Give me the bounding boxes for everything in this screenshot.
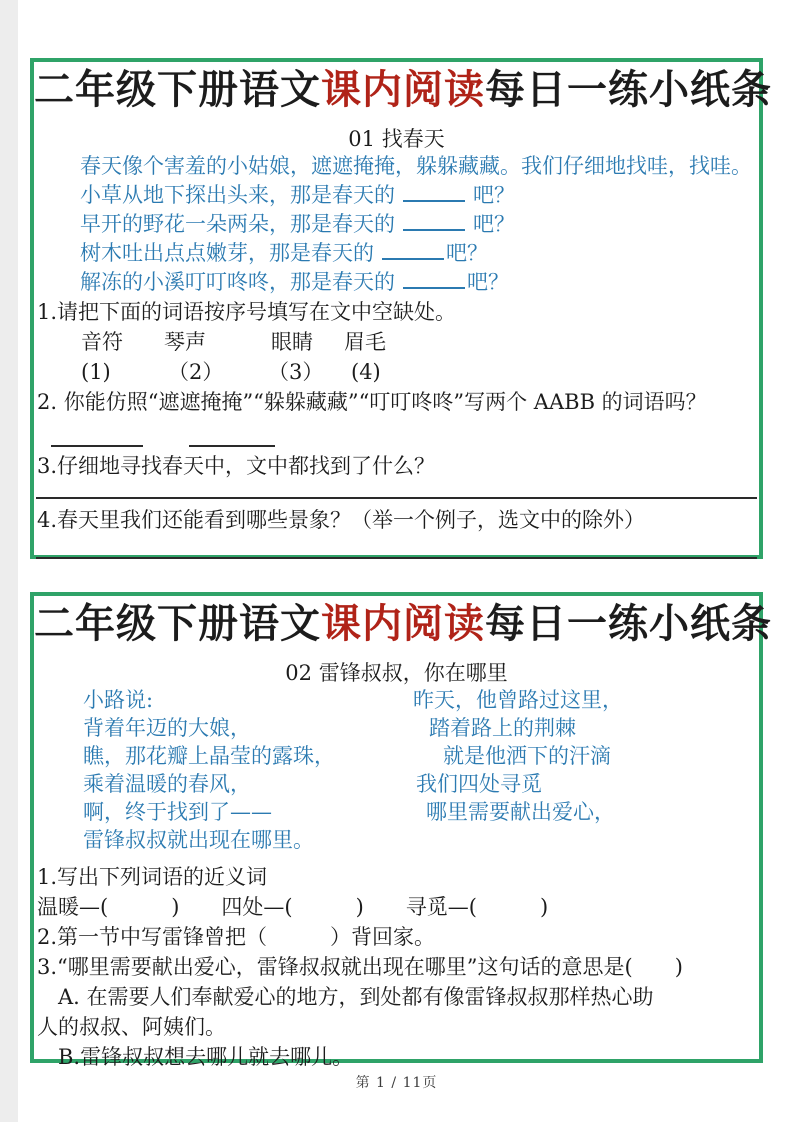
- word-bank-number: (1): [81, 360, 111, 384]
- word-bank-item: 琴声: [164, 330, 206, 354]
- fill-in-blank[interactable]: [403, 269, 465, 289]
- worksheet-title: [34, 66, 772, 114]
- passage-text: 解冻的小溪叮叮咚咚，那是春天的: [80, 270, 395, 294]
- title-red-middle: 课内阅读: [321, 600, 485, 647]
- scan-edge-strip: [0, 0, 18, 1122]
- poem-left-line: 乘着温暖的春风，: [83, 772, 251, 796]
- worksheet-card-1: [30, 58, 772, 559]
- word-bank-item: 眼睛: [271, 330, 313, 354]
- question-3: 3.仔细地寻找春天中，文中都找到了什么？: [37, 454, 436, 478]
- poem-right-line: 就是他洒下的汗滴: [443, 744, 611, 768]
- poem-left-line: 小路说:: [83, 688, 154, 712]
- answer-blank[interactable]: [189, 423, 275, 447]
- poem-row: [34, 686, 759, 714]
- passage-text: 树木吐出点点嫩芽，那是春天的: [80, 241, 374, 265]
- section-heading-02: 02 雷锋叔叔，你在哪里: [285, 661, 508, 685]
- title-black-right: 每日一练小纸条: [485, 66, 772, 113]
- worksheet-title: [34, 600, 772, 648]
- passage-line-with-blank: [80, 210, 759, 239]
- word-bank-item: 音符: [81, 330, 123, 354]
- page-number: 第 1 / 11页: [355, 1075, 438, 1091]
- poem-row: [34, 714, 759, 742]
- question-4: 4.春天里我们还能看到哪些景象？（举一个例子，选文中的除外）: [37, 508, 646, 532]
- title-black-right: 每日一练小纸条: [485, 600, 772, 647]
- passage-line-with-blank: [80, 181, 759, 210]
- word-bank-number-row: [34, 357, 759, 387]
- worksheet-card-2: [30, 592, 772, 1069]
- poem-right-line: 我们四处寻觅: [416, 772, 542, 796]
- option-b: B.雷锋叔叔想去哪儿就去哪儿。: [58, 1045, 354, 1069]
- title-red-middle: 课内阅读: [321, 66, 485, 113]
- title-black-left: 二年级下册语文: [34, 600, 321, 647]
- poem-left-line: 雷锋叔叔就出现在哪里。: [83, 828, 314, 852]
- section-heading-01: 01 找春天: [348, 127, 445, 151]
- passage-line: 春天像个害羞的小姑娘，遮遮掩掩，躲躲藏藏。我们仔细地找哇，找哇。: [80, 154, 752, 178]
- passage-text: 小草从地下探出头来，那是春天的: [80, 183, 395, 207]
- poem-row: [34, 742, 759, 770]
- passage-line-with-blank: [80, 268, 759, 297]
- poem-right-line: 昨天，他曾路过这里，: [413, 688, 623, 712]
- answer-blanks-row: [34, 423, 759, 447]
- poem-right-line: 踏着路上的荆棘: [429, 716, 576, 740]
- poem-passage: [34, 686, 759, 854]
- question-1: 1.写出下列词语的近义词: [37, 865, 268, 889]
- passage-text: 早开的野花一朵两朵，那是春天的: [80, 212, 395, 236]
- fill-in-blank[interactable]: [403, 182, 465, 202]
- poem-row: [34, 798, 759, 826]
- question-1: 1.请把下面的词语按序号填写在文中空缺处。: [37, 300, 457, 324]
- question-3: 3.“哪里需要献出爱心，雷锋叔叔就出现在哪里”这句话的意思是( ): [37, 955, 683, 979]
- word-bank-number: （2）: [168, 360, 224, 384]
- passage-text: 吧？: [473, 183, 515, 207]
- reading-passage-1: [34, 152, 759, 297]
- question-2: 2. 你能仿照“遮遮掩掩”“躲躲藏藏”“叮叮咚咚”写两个 AABB 的词语吗？: [37, 390, 707, 414]
- poem-row: [34, 770, 759, 798]
- passage-text: 吧？: [467, 270, 509, 294]
- passage-text: 吧？: [473, 212, 515, 236]
- synonyms-row: 温暖—( ) 四处—( ) 寻觅—( ): [37, 895, 549, 919]
- answer-line[interactable]: [36, 557, 757, 559]
- fill-in-blank[interactable]: [403, 211, 465, 231]
- poem-row: [34, 826, 759, 854]
- answer-blank[interactable]: [51, 423, 143, 447]
- title-black-left: 二年级下册语文: [34, 66, 321, 113]
- poem-right-line: 哪里需要献出爱心，: [426, 800, 615, 824]
- option-a-line2: 人的叔叔、阿姨们。: [37, 1015, 226, 1039]
- passage-text: 吧？: [446, 241, 488, 265]
- fill-in-blank[interactable]: [382, 240, 444, 260]
- poem-left-line: 背着年迈的大娘，: [83, 716, 251, 740]
- passage-line-with-blank: [80, 239, 759, 268]
- word-bank-item: 眉毛: [344, 330, 386, 354]
- option-a-line1: A. 在需要人们奉献爱心的地方，到处都有像雷锋叔叔那样热心助: [58, 985, 654, 1009]
- poem-left-line: 啊，终于找到了——: [83, 800, 272, 824]
- word-bank-row: [34, 327, 759, 357]
- answer-line[interactable]: [36, 497, 757, 499]
- poem-left-line: 瞧，那花瓣上晶莹的露珠，: [83, 744, 335, 768]
- question-2: 2.第一节中写雷锋曾把（ ）背回家。: [37, 925, 436, 949]
- word-bank-number: (4): [351, 360, 381, 384]
- word-bank-number: （3）: [268, 360, 324, 384]
